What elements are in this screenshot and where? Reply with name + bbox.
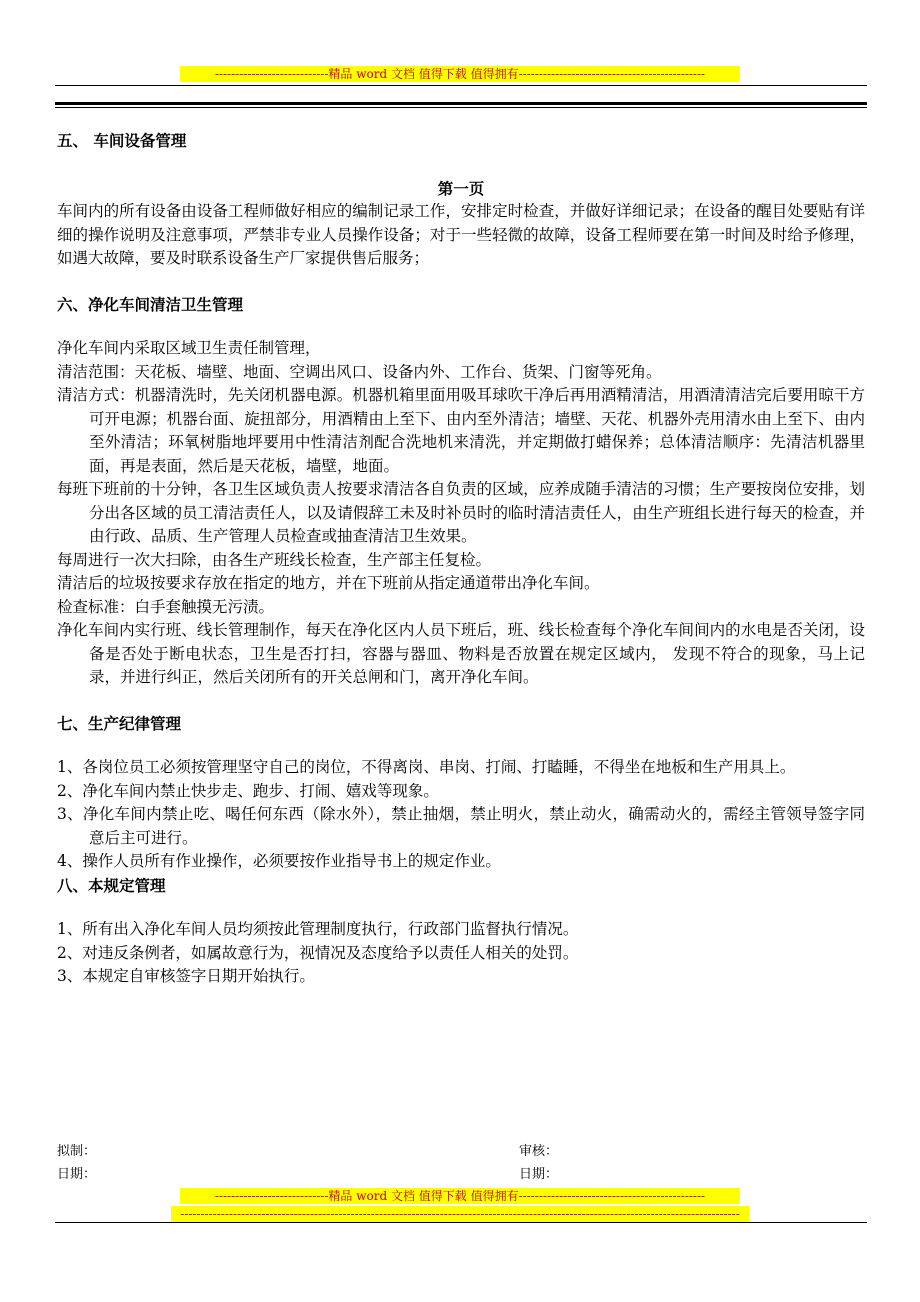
section5-title: 五、 车间设备管理 [57, 131, 187, 150]
section5-paragraph: 车间内的所有设备由设备工程师做好相应的编制记录工作，安排定时检查，并做好详细记录；在设备的醒目处要贴有详细的操作说明及注意事项，严禁非专业人员操作设备；对于一些轻微的故障，设备工程师要在第一时间及时给予修理，如遇大故障，要及时联系设备生产厂家提供售后服务； [57, 202, 865, 267]
section6-item: 每班下班前的十分钟，各卫生区域负责人按要求清洁各自负责的区域，应养成随手清洁的习惯；生产要按岗位安排，划分出各区域的员工清洁责任人，以及请假辞工未及时补员时的临时清洁责任人，由生产班组长进行每天的检查，并由行政、品质、生产管理人员检查或抽查清洁卫生效果。 [57, 480, 865, 545]
section7-item: 3、净化车间内禁止吃、喝任何东西（除水外），禁止抽烟，禁止明火，禁止动火，确需动火的，需经主管领导签字同意后主可进行。 [57, 805, 865, 847]
section8-item: 1、所有出入净化车间人员均须按此管理制度执行，行政部门监督执行情况。 [57, 920, 579, 938]
date-right-label: 日期： [519, 1167, 559, 1182]
date-left-label: 日期： [57, 1167, 97, 1182]
section8-item: 3、本规定自审核签字日期开始执行。 [57, 967, 315, 985]
section6-title: 六、净化车间清洁卫生管理 [57, 294, 244, 314]
section7-item: 2、净化车间内禁止快步走、跑步、打闹、嬉戏等现象。 [57, 781, 439, 800]
section5-subtitle: 第一页 [437, 178, 485, 198]
footer-banner: ----------------------------精品 word 文档 值得下载 值得拥有---------------------------------------------- [180, 1188, 740, 1204]
header-banner: ----------------------------精品 word 文档 值得下载 值得拥有---------------------------------------------- [180, 66, 740, 82]
section8-item: 2、对违反条例者，如属故意行为，视情况及态度给予以责任人相关的处罚。 [57, 943, 579, 962]
header-rule-thick [55, 102, 867, 105]
drafted-label: 拟制： [57, 1144, 97, 1159]
section6-item: 清洁范围：天花板、墙壁、地面、空调出风口、设备内外、工作台、货架、门窗等死角。 [57, 362, 662, 381]
footer-banner-dashes: ------------------------------------------------------------------------------------------------------------------------------------------ [171, 1206, 749, 1222]
document-body [57, 127, 865, 989]
section7-title: 七、生产纪律管理 [57, 713, 182, 733]
section6-item: 清洁后的垃圾按要求存放在指定的地方，并在下班前从指定通道带出净化车间。 [57, 574, 600, 592]
section6-item: 净化车间内实行班、线长管理制作，每天在净化区内人员下班后，班、线长检查每个净化车间间内的水电是否关闭，设备是否处于断电状态，卫生是否打扫，容器与器皿、物料是否放置在规定区域内， 发现不符合的现象，马上记录，并进行纠正，然后关闭所有的开关总闸和门，离开净化车间。 [57, 621, 865, 686]
section6-item: 净化车间内采取区域卫生责任制管理， [57, 339, 321, 357]
header-rule-thin [55, 85, 867, 86]
header-rule-thin-bottom [55, 107, 867, 108]
section6-item: 每周进行一次大扫除，由各生产班线长检查，生产部主任复检。 [57, 550, 492, 569]
section7-item: 1、各岗位员工必须按管理坚守自己的岗位，不得离岗、串岗、打闹、打瞌睡，不得坐在地板和生产用具上。 [57, 758, 796, 776]
section6-item: 清洁方式：机器清洗时，先关闭机器电源。机器机箱里面用吸耳球吹干净后再用酒精清洁，用酒清清洁完后要用晾干方可开电源；机器台面、旋扭部分，用酒精由上至下、由内至外清洁；墙壁、天花、机器外壳用清水由上至下、由内至外清洁；环氧树脂地坪要用中性清洁剂配合洗地机来清洗，并定期做打蜡保养；总体清洁顺序：先清洁机器里面，再是表面，然后是天花板，墙壁，地面。 [57, 386, 865, 475]
footer-rule [55, 1222, 867, 1223]
section7-item: 4、操作人员所有作业操作，必须要按作业指导书上的规定作业。 [57, 852, 501, 870]
reviewed-label: 审核： [519, 1144, 559, 1159]
section6-item: 检查标准：白手套触摸无污渍。 [57, 597, 275, 616]
section8-title: 八、本规定管理 [57, 875, 166, 895]
